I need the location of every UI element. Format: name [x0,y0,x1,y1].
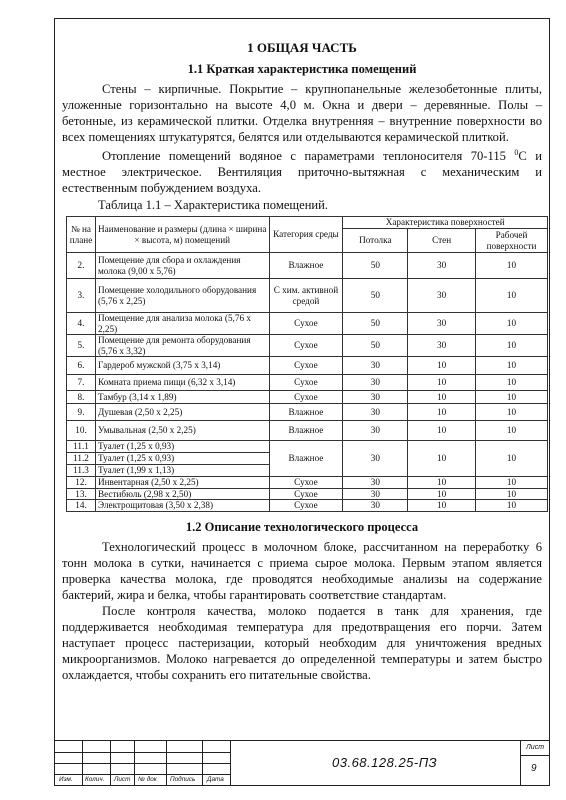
cell-environment: Сухое [269,335,343,357]
cell-ceiling: 30 [343,421,408,441]
stamp-label-change: Изм. [59,776,73,783]
subsection-title-2: 1.2 Описание технологического процесса [185,519,419,534]
rooms-table [66,216,548,512]
cell-room-name: Инвентарная (2,50 х 2,25) [95,477,269,489]
cell-walls: 10 [408,375,476,391]
cell-environment: Сухое [269,375,343,391]
cell-environment: Сухое [269,313,343,335]
degree-superscript: 0 [514,148,519,157]
cell-ceiling: 50 [343,279,408,313]
cell-work-surface: 10 [476,488,548,500]
table-row [67,488,548,500]
cell-walls: 10 [408,404,476,421]
cell-work-surface: 10 [476,404,548,421]
stamp-row-line [54,774,230,775]
table-row [67,279,548,313]
cell-number: 11.3 [67,465,96,477]
paragraph-heating [62,145,542,196]
paragraph-process-pasteurization: После контроля качества, молоко подается в танк для хранения, где поддерживается необходимая температура для предотвращения его порчи. Затем наступает процесс пастеризации, который необходим для уничтожения вредных микроорганизмов. Молоко нагревается до определенной температуры и затем быстро охлаждается, чтобы сохранить его питательные свойства. [62,603,542,682]
subsection-title-1: 1.1 Краткая характеристика помещений [187,62,417,76]
cell-environment: Сухое [269,500,343,512]
cell-environment: С хим. активной средой [269,279,343,313]
table-row [67,441,548,453]
cell-number: 5. [67,335,96,357]
cell-number: 14. [67,500,96,512]
heating-text-start: Отопление помещений водяное с параметрами теплоносителя 70-115 [102,149,515,164]
cell-number: 10. [67,421,96,441]
section-title: 1 ОБЩАЯ ЧАСТЬ [247,40,357,55]
cell-walls: 30 [408,313,476,335]
cell-walls: 10 [408,488,476,500]
cell-ceiling: 30 [343,404,408,421]
cell-room-name: Комната приема пищи (6,32 х 3,14) [95,375,269,391]
cell-number: 3. [67,279,96,313]
cell-room-name: Электрощитовая (3,50 х 2,38) [95,500,269,512]
cell-work-surface: 10 [476,357,548,375]
cell-ceiling: 30 [343,500,408,512]
cell-ceiling-merged: 30 [343,441,408,477]
cell-work-surface: 10 [476,375,548,391]
cell-environment: Влажное [269,404,343,421]
stamp-label-signature: Подпись [170,776,196,783]
stamp-label-doc-number: № док [138,776,157,783]
cell-walls: 30 [408,335,476,357]
document-number: 03.68.128.25-ПЗ [332,755,438,770]
cell-number: 8. [67,391,96,404]
cell-work-surface: 10 [476,335,548,357]
table-row [67,477,548,489]
sheet-number: 9 [531,763,537,774]
cell-ceiling: 30 [343,477,408,489]
cell-number: 2. [67,253,96,279]
cell-environment-merged: Влажное [269,441,343,477]
header-room-name: Наименование и размеры (длина × ширина × высота, м) помещений [95,217,269,253]
table-row [67,335,548,357]
cell-walls: 30 [408,253,476,279]
cell-work-surface: 10 [476,253,548,279]
cell-ceiling: 30 [343,357,408,375]
cell-ceiling: 30 [343,488,408,500]
cell-walls: 10 [408,477,476,489]
page-content [62,28,542,683]
cell-work-surface: 10 [476,500,548,512]
cell-number: 11.1 [67,441,96,453]
cell-room-name: Душевая (2,50 х 2,25) [95,404,269,421]
cell-environment: Сухое [269,357,343,375]
paragraph-walls: Стены – кирпичные. Покрытие – крупнопанельные железобетонные плиты, уложенные горизонтально на высоте 4,0 м. Окна и двери – деревянные. Полы – бетонные, из керамической плитки. Отделка внутренняя – внутренние поверхности во всех помещениях штукатурятся, белятся или отделываются керамической плиткой. [62,82,542,144]
stamp-label-quantity: Колич. [85,776,105,783]
table-row [67,375,548,391]
cell-ceiling: 50 [343,335,408,357]
cell-ceiling: 30 [343,391,408,404]
cell-work-surface: 10 [476,391,548,404]
header-work-surface: Рабочей поверхности [476,229,548,253]
cell-number: 12. [67,477,96,489]
table-row [67,253,548,279]
stamp-row-line [520,755,550,756]
table-row [67,500,548,512]
cell-number: 11.2 [67,453,96,465]
cell-number: 6. [67,357,96,375]
cell-room-name: Помещение для ремонта оборудования (5,76 х 3,32) [95,335,269,357]
cell-ceiling: 50 [343,313,408,335]
cell-environment: Влажное [269,421,343,441]
cell-environment: Влажное [269,253,343,279]
cell-number: 13. [67,488,96,500]
table-row [67,404,548,421]
cell-environment: Сухое [269,477,343,489]
cell-walls: 10 [408,500,476,512]
header-walls: Стен [408,229,476,253]
cell-room-name: Помещение для анализа молока (5,76 х 2,25) [95,313,269,335]
cell-room-name: Помещение холодильного оборудования (5,76 х 2,25) [95,279,269,313]
cell-room-name: Туалет (1,25 х 0,93) [95,441,269,453]
cell-work-surface: 10 [476,477,548,489]
cell-room-name: Помещение для сбора и охлаждения молока (9,00 х 5,76) [95,253,269,279]
cell-walls-merged: 10 [408,441,476,477]
cell-work-surface-merged: 10 [476,441,548,477]
cell-number: 9. [67,404,96,421]
cell-number: 7. [67,375,96,391]
cell-walls: 30 [408,279,476,313]
table-row [67,421,548,441]
stamp-label-sheet: Лист [114,776,131,783]
stamp-divider [230,741,231,786]
cell-work-surface: 10 [476,313,548,335]
cell-ceiling: 50 [343,253,408,279]
cell-room-name: Вестибюль (2,98 х 2,50) [95,488,269,500]
cell-work-surface: 10 [476,279,548,313]
heating-text-end: С и местное электрическое. Вентиляция приточно-вытяжная с механическим и естественным побуждением воздуха. [62,149,542,196]
header-surface-group: Характеристика поверхностей [343,217,548,229]
cell-environment: Сухое [269,391,343,404]
table-row [67,357,548,375]
header-environment: Категория среды [269,217,343,253]
header-ceiling: Потолка [343,229,408,253]
cell-room-name: Туалет (1,99 х 1,13) [95,465,269,477]
cell-number: 4. [67,313,96,335]
stamp-label-date: Дата [207,776,224,783]
table-row [67,391,548,404]
cell-work-surface: 10 [476,421,548,441]
sheet-label: Лист [526,744,545,751]
cell-walls: 10 [408,391,476,404]
stamp-divider [520,741,521,786]
cell-walls: 10 [408,421,476,441]
cell-room-name: Умывальная (2,50 х 2,25) [95,421,269,441]
cell-room-name: Гардероб мужской (3,75 х 3,14) [95,357,269,375]
stamp-row-line [54,763,230,764]
cell-room-name: Тамбур (3,14 х 1,89) [95,391,269,404]
table-caption: Таблица 1.1 – Характеристика помещений. [98,198,329,213]
paragraph-process-start: Технологический процесс в молочном блоке, рассчитанном на переработку 6 тонн молока в сутки, начинается с приема сырое молока. Первым этапом является проверка качества молока, где проводятся необходимые анализы на содержание бактерий, жира и белка, чтобы гарантировать соответствие стандартам. [62,539,542,602]
header-number: № на плане [67,217,96,253]
title-block [54,740,550,786]
cell-walls: 10 [408,357,476,375]
stamp-row-line [54,752,230,753]
cell-ceiling: 30 [343,375,408,391]
cell-environment: Сухое [269,488,343,500]
cell-room-name: Туалет (1,25 х 0,93) [95,453,269,465]
table-row [67,313,548,335]
